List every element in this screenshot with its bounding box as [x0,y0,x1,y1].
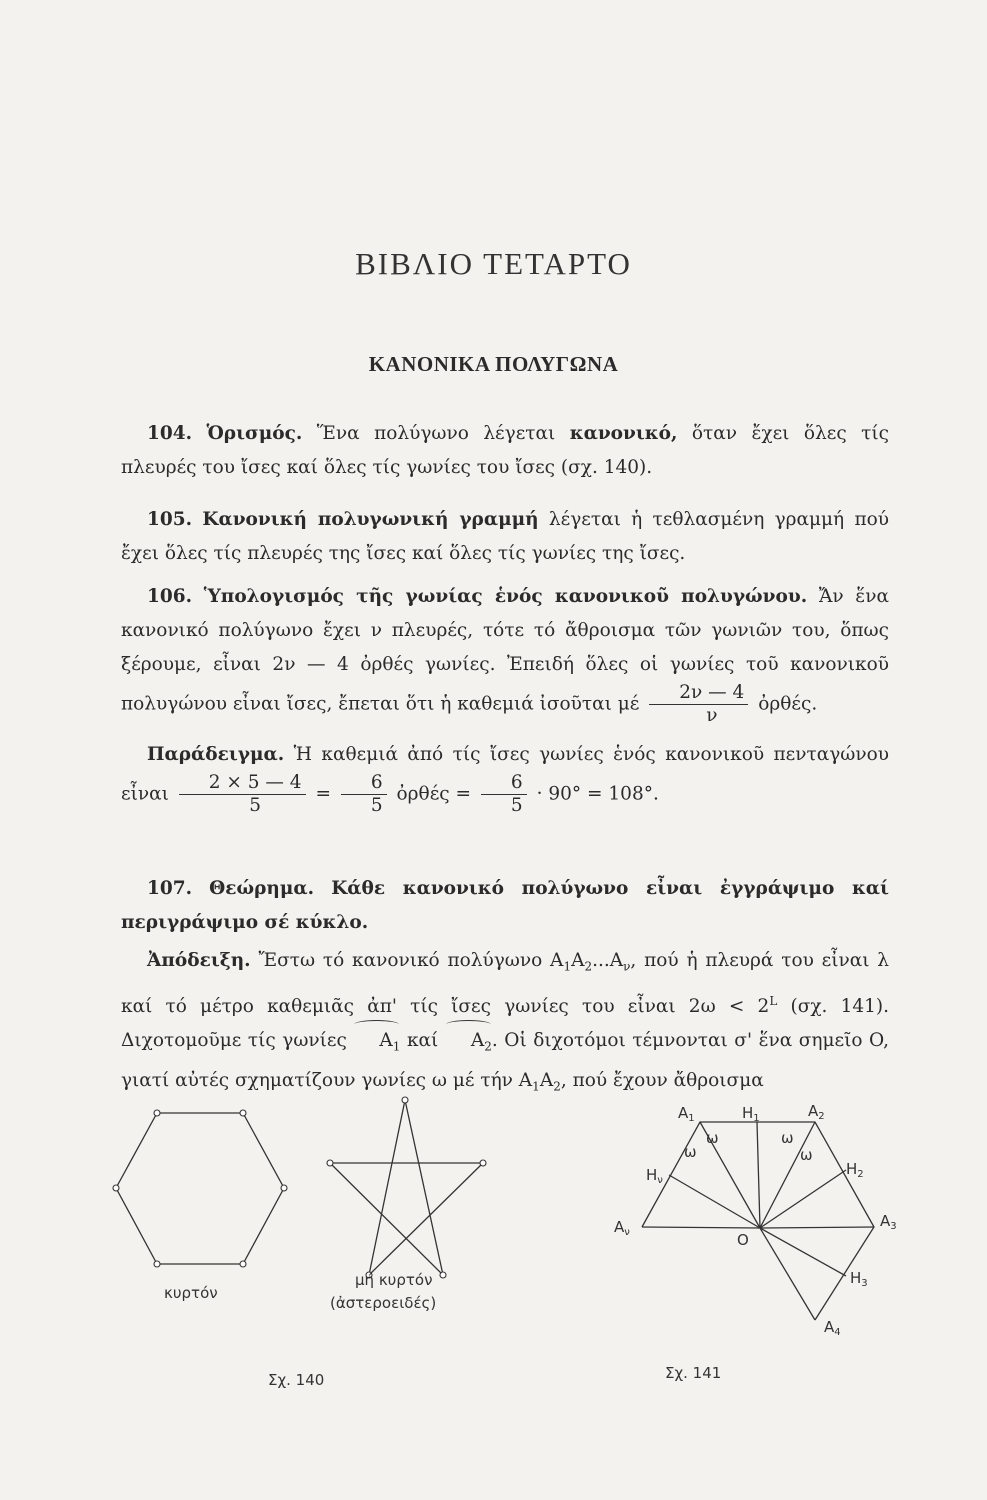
apothem-hv [669,1175,760,1228]
section-106-end: ὀρθές. [758,693,818,715]
theorem-statement: Κάθε κανονικό πολύγωνο εἶναι ἐγγράψιμο καί περιγράψιμο σέ κύκλο. [121,878,889,933]
label-omega-3: ω [781,1129,794,1147]
proof-sub-1b: 1 [532,1079,540,1094]
proof-text-7: . Οἱ διχοτόμοι τέμνονται σ' ἕνα σημεῖο O, γιατί αὐτές σχηματίζουν γωνίες ω μέ τήν A [121,1029,889,1091]
radius-a4 [760,1228,815,1320]
figure-141-caption: Σχ. 141 [665,1364,722,1382]
section-106-text: Ἄν ἕνα κανονικό πολύγωνο ἔχει ν πλευρές, τότε τό ἄθροισμα τῶν γωνιῶν του, ὅπως ξέρουμε, εἶναι 2ν — 4 ὀρθές γωνίες. Ἐπειδή ὅλες οἱ γωνίες τοῦ κανονικοῦ πολυγώνου εἶναι ἴσες, ἔπεται ὅτι ἡ καθεμιά ἰσοῦται μέ [121,586,889,715]
label-h3: $H_3$ [850,1269,868,1289]
proof-text-1: Ἔστω τό κανονικό πολύγωνο A [258,950,564,971]
radius-av [642,1227,760,1228]
proof-text-2: A [571,950,585,971]
example-result: · 90° = 108°. [536,783,659,805]
hexagon-label: κυρτόν [164,1284,218,1302]
label-h1: $H_1$ [742,1104,760,1124]
example-heading: Παράδειγμα. [147,744,285,765]
angle-a2-sub: 2 [484,1039,492,1054]
angle-fraction-denominator: ν [706,705,718,726]
star-label-1: μή κυρτόν [355,1271,433,1289]
apothem-h3 [760,1228,846,1276]
example-equals: = [315,783,331,805]
section-104-text-1: Ἕνα πολύγωνο λέγεται [316,423,556,444]
angle-a2-letter: A [470,1029,485,1051]
section-104-bold-term: κανονικό, [569,423,678,444]
proof-sup-L: L [769,993,778,1008]
example-text: Ἡ καθεμιά ἀπό τίς ἴσες γωνίες ἑνός κανονικοῦ πενταγώνου εἶναι [121,744,889,805]
proof-sub-v: ν [623,959,631,974]
label-omega-4: ω [800,1146,813,1164]
example-fraction-1-numerator: 2 × 5 — 4 [179,772,306,795]
chapter-title: ΚΑΝΟΝΙΚΑ ΠΟΛΥΓΩΝΑ [368,352,619,376]
proof-text-8: A [539,1069,554,1091]
proof-sub-2: 2 [584,959,593,974]
hexagon-vertices [113,1110,287,1267]
section-107-number: 107. [147,878,193,899]
apothem-h1 [757,1122,760,1228]
label-a4: $A_4$ [824,1318,841,1338]
example-fraction-2-numerator: 6 [341,772,387,795]
star-pentagon [330,1100,483,1275]
angle-a1-letter: A [379,1029,393,1051]
section-104-heading: Ὁρισμός. [206,423,303,444]
section-105-number: 105. [147,509,193,530]
example-fraction-2-denominator: 5 [370,795,383,816]
polygon-141 [642,1122,874,1320]
star-vertices [327,1097,486,1278]
label-o: O [737,1231,749,1249]
proof-text-5: (σχ. 141). Διχοτομοῦμε τίς γωνίες [121,995,890,1051]
proof-heading: Ἀπόδειξη. [147,950,251,971]
angle-a1-sub: 1 [392,1039,401,1054]
example-fraction-3-numerator: 6 [481,772,527,795]
section-104-text-2: ὅταν ἔχει ὅλες τίς πλευρές του ἴσες καί ὅλες τίς γωνίες του ἴσες (σχ. 140). [121,423,889,478]
star-label-2: (ἀστεροειδές) [330,1294,437,1312]
label-a1: $A_1$ [678,1104,695,1124]
proof-text-9: , πού ἔχουν ἄθροισμα [560,1069,764,1091]
proof-text-3: ...A [592,950,624,971]
label-omega-1: ω [706,1129,719,1147]
regular-hexagon [116,1113,284,1264]
section-104-number: 104. [147,423,193,444]
figure-140-caption: Σχ. 140 [268,1371,325,1389]
apothem-h2 [760,1170,846,1228]
label-a3: $A_3$ [880,1212,897,1232]
proof-sub-2b: 2 [553,1079,561,1094]
section-105-heading: Κανονική πολυγωνική γραμμή [202,509,539,530]
label-hv: $H_\nu$ [646,1166,663,1186]
label-av: $A_\nu$ [614,1218,630,1238]
book-title: ΒΙΒΛΙΟ ΤΕΤΑΡΤΟ [355,246,632,281]
label-a2: $A_2$ [808,1102,825,1122]
radius-a3 [760,1227,874,1228]
example-mid: ὀρθές = [396,783,472,805]
section-105-text: λέγεται ἡ τεθλασμένη γραμμή πού ἔχει ὅλες τίς πλευρές της ἴσες καί ὅλες τίς γωνίες της ἴσες. [121,509,889,564]
label-omega-2: ω [684,1143,697,1161]
proof-text-6: καί [400,1029,445,1051]
section-106-number: 106. [147,586,193,607]
proof-sub-1: 1 [563,959,572,974]
label-h2: $H_2$ [846,1160,864,1180]
example-fraction-3-denominator: 5 [510,795,523,816]
angle-fraction-numerator: 2ν — 4 [649,682,748,705]
proof-text-4: , πού ἡ πλευρά του εἶναι λ καί τό μέτρο καθεμιᾶς ἀπ' τίς ἴσες γωνίες του εἶναι 2ω < 2 [121,950,889,1017]
section-106-heading: Ὑπολογισμός τῆς γωνίας ἑνός κανονικοῦ πολυγώνου. [203,586,808,607]
example-fraction-1-denominator: 5 [249,795,262,816]
section-107-heading: Θεώρημα. [209,878,315,899]
